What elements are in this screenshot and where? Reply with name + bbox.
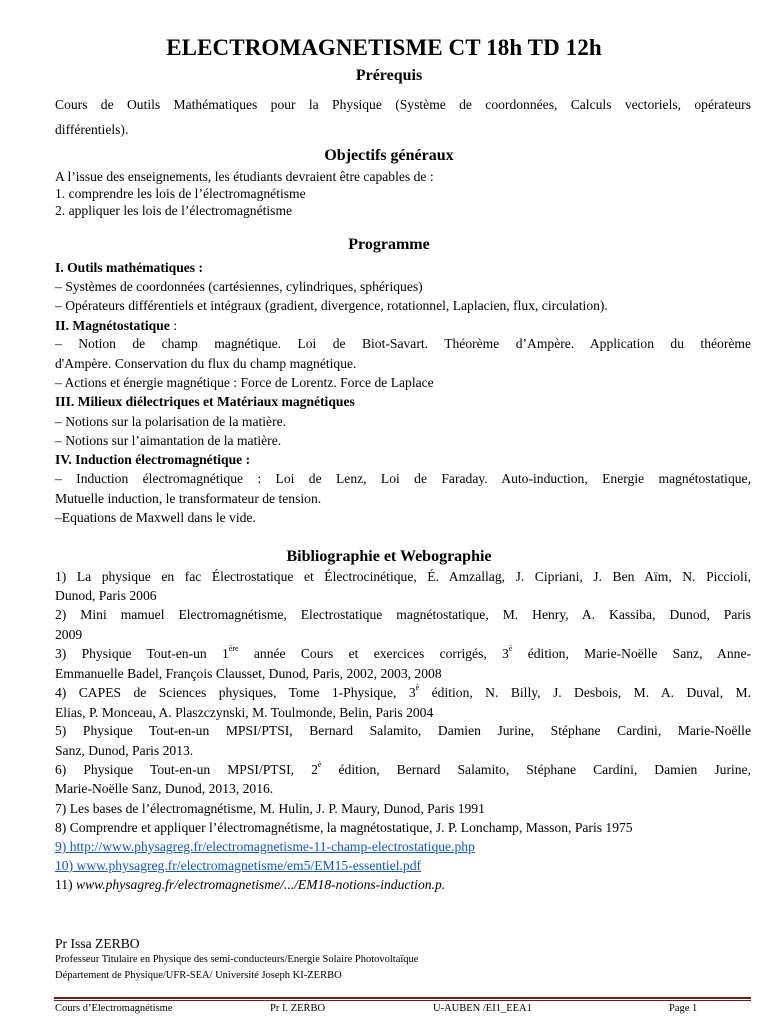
programme-section-2-heading (55, 317, 177, 334)
reference-9-link[interactable]: 9) http://www.physagreg.fr/electromagnetisme-11-champ-electrostatique.php (55, 839, 475, 854)
programme-section-4-line-3: –Equations de Maxwell dans le vide. (55, 510, 256, 525)
programme-section-3-title: III. Milieux diélectriques et Matériaux magnétiques (55, 394, 355, 409)
programme-section-4-line-2: Mutuelle induction, le transformateur de tension. (55, 491, 322, 506)
reference-1-line-1: 1) La physique en fac Électrostatique et Électrocinétique, É. Amzallag, J. Cipriani, J. Ben Aïm, N. Piccioli, (55, 569, 751, 584)
reference-11 (55, 876, 445, 893)
reference-6-text-a: 6) Physique Tout-en-un MPSI/PTSI, 2 (55, 762, 318, 777)
objectifs-item-1: 1. comprendre les lois de l’électromagnétisme (55, 186, 306, 201)
reference-2-line-2: 2009 (55, 627, 83, 642)
footer-professor: Pr I. ZERBO (270, 1003, 326, 1014)
reference-5-line-1: 5) Physique Tout-en-un MPSI/PTSI, Bernard Salamito, Damien Jurine, Stéphane Cardini, Marie-Noëlle (55, 723, 751, 738)
programme-section-2-line-1: – Notion de champ magnétique. Loi de Biot-Savart. Théorème d’Ampère. Application du théorème (55, 336, 751, 351)
reference-6-sup: è (317, 760, 322, 769)
programme-section-2-title: II. Magnétostatique (55, 318, 170, 333)
footer-rule-thick (54, 997, 751, 999)
programme-section-3-line-1: – Notions sur la polarisation de la matière. (55, 414, 287, 429)
heading-programme: Programme (348, 236, 430, 253)
reference-8: 8) Comprendre et appliquer l’électromagnétisme, la magnétostatique, J. P. Lonchamp, Masson, Paris 1975 (55, 820, 633, 835)
reference-3-line-1 (55, 644, 751, 663)
author-title: Professeur Titulaire en Physique des semi-conducteurs/Energie Solaire Photovoltaïque (55, 954, 419, 965)
reference-4-line-2: Elias, P. Monceau, A. Plaszczynski, M. Toulmonde, Belin, Paris 2004 (55, 705, 434, 720)
reference-4-text-b: édition, N. Billy, J. Desbois, M. A. Duval, M. (419, 685, 751, 700)
heading-prerequis: Prérequis (355, 67, 423, 84)
programme-section-3-line-2: – Notions sur l’aimantation de la matière. (55, 433, 282, 448)
reference-11-number: 11) (55, 877, 77, 892)
reference-6-line-2: Marie-Noëlle Sanz, Dunod, 2013, 2016. (55, 781, 274, 796)
reference-1-line-2: Dunod, Paris 2006 (55, 588, 157, 603)
programme-section-1-line-1: – Systèmes de coordonnées (cartésiennes, cylindriques, sphériques) (55, 279, 423, 294)
author-name: Pr Issa ZERBO (55, 936, 140, 951)
prerequis-line-2: différentiels). (55, 122, 129, 137)
footer-page-number: Page 1 (669, 1003, 698, 1014)
programme-section-4-title: IV. Induction électromagnétique : (55, 452, 251, 467)
objectifs-item-2: 2. appliquer les lois de l’électromagnétisme (55, 203, 293, 218)
reference-7: 7) Les bases de l’électromagnétisme, M. Hulin, J. P. Maury, Dunod, Paris 1991 (55, 801, 485, 816)
author-affiliation: Département de Physique/UFR-SEA/ Université Joseph KI-ZERBO (55, 970, 342, 981)
programme-section-1-line-2: – Opérateurs différentiels et intégraux (gradient, divergence, rotationnel, Laplacien, flux, circulation). (55, 298, 608, 313)
reference-3-text-b: année Cours et exercices corrigés, 3 (238, 646, 509, 661)
reference-4-line-1 (55, 683, 751, 702)
programme-section-2-line-3: – Actions et énergie magnétique : Force de Lorentz. Force de Laplace (55, 375, 434, 390)
reference-10-link[interactable]: 10) www.physagreg.fr/electromagnetisme/em5/EM15-essentiel.pdf (55, 858, 422, 873)
programme-section-2-colon: : (169, 318, 177, 333)
reference-2-line-1: 2) Mini mamuel Electromagnétisme, Electrostatique magnétostatique, M. Henry, A. Kassiba, Dunod, Paris (55, 607, 751, 622)
reference-3-text-a: 3) Physique Tout-en-un 1 (55, 646, 229, 661)
reference-3-text-c: édition, Marie-Noëlle Sanz, Anne- (512, 646, 752, 661)
programme-section-1-title: I. Outils mathématiques : (55, 260, 204, 275)
heading-bibliographie: Bibliographie et Webographie (286, 548, 492, 565)
reference-3-sup-1: ère (228, 644, 239, 653)
programme-section-2-line-2: d'Ampère. Conservation du flux du champ magnétique. (55, 356, 357, 371)
heading-objectifs: Objectifs généraux (324, 147, 454, 164)
reference-3-sup-2: è (508, 644, 513, 653)
reference-3-line-2: Emmanuelle Badel, François Clausset, Dunod, Paris, 2002, 2003, 2008 (55, 666, 442, 681)
reference-6-text-b: édition, Bernard Salamito, Stéphane Cardini, Damien Jurine, (321, 762, 751, 777)
reference-4-sup: è (415, 683, 420, 692)
objectifs-intro: A l’issue des enseignements, les étudiants devraient être capables de : (55, 169, 434, 184)
reference-5-line-2: Sanz, Dunod, Paris 2013. (55, 743, 194, 758)
prerequis-line-1: Cours de Outils Mathématiques pour la Physique (Système de coordonnées, Calculs vectoriels, opérateurs (55, 97, 751, 112)
programme-section-4-line-1: – Induction électromagnétique : Loi de Lenz, Loi de Faraday. Auto-induction, Energie magnétostatique, (55, 471, 751, 486)
footer-rule-thin (54, 1000, 751, 1001)
reference-6-line-1 (55, 760, 751, 779)
reference-11-url: www.physagreg.fr/electromagnetisme/.../EM18-notions-induction.p. (76, 877, 446, 892)
reference-4-text-a: 4) CAPES de Sciences physiques, Tome 1-Physique, 3 (55, 685, 416, 700)
footer-code: U-AUBEN /EI1_EEA1 (433, 1003, 532, 1014)
footer-course: Cours d’Electromagnétisme (55, 1003, 173, 1014)
document-title: ELECTROMAGNETISME CT 18h TD 12h (166, 35, 602, 60)
